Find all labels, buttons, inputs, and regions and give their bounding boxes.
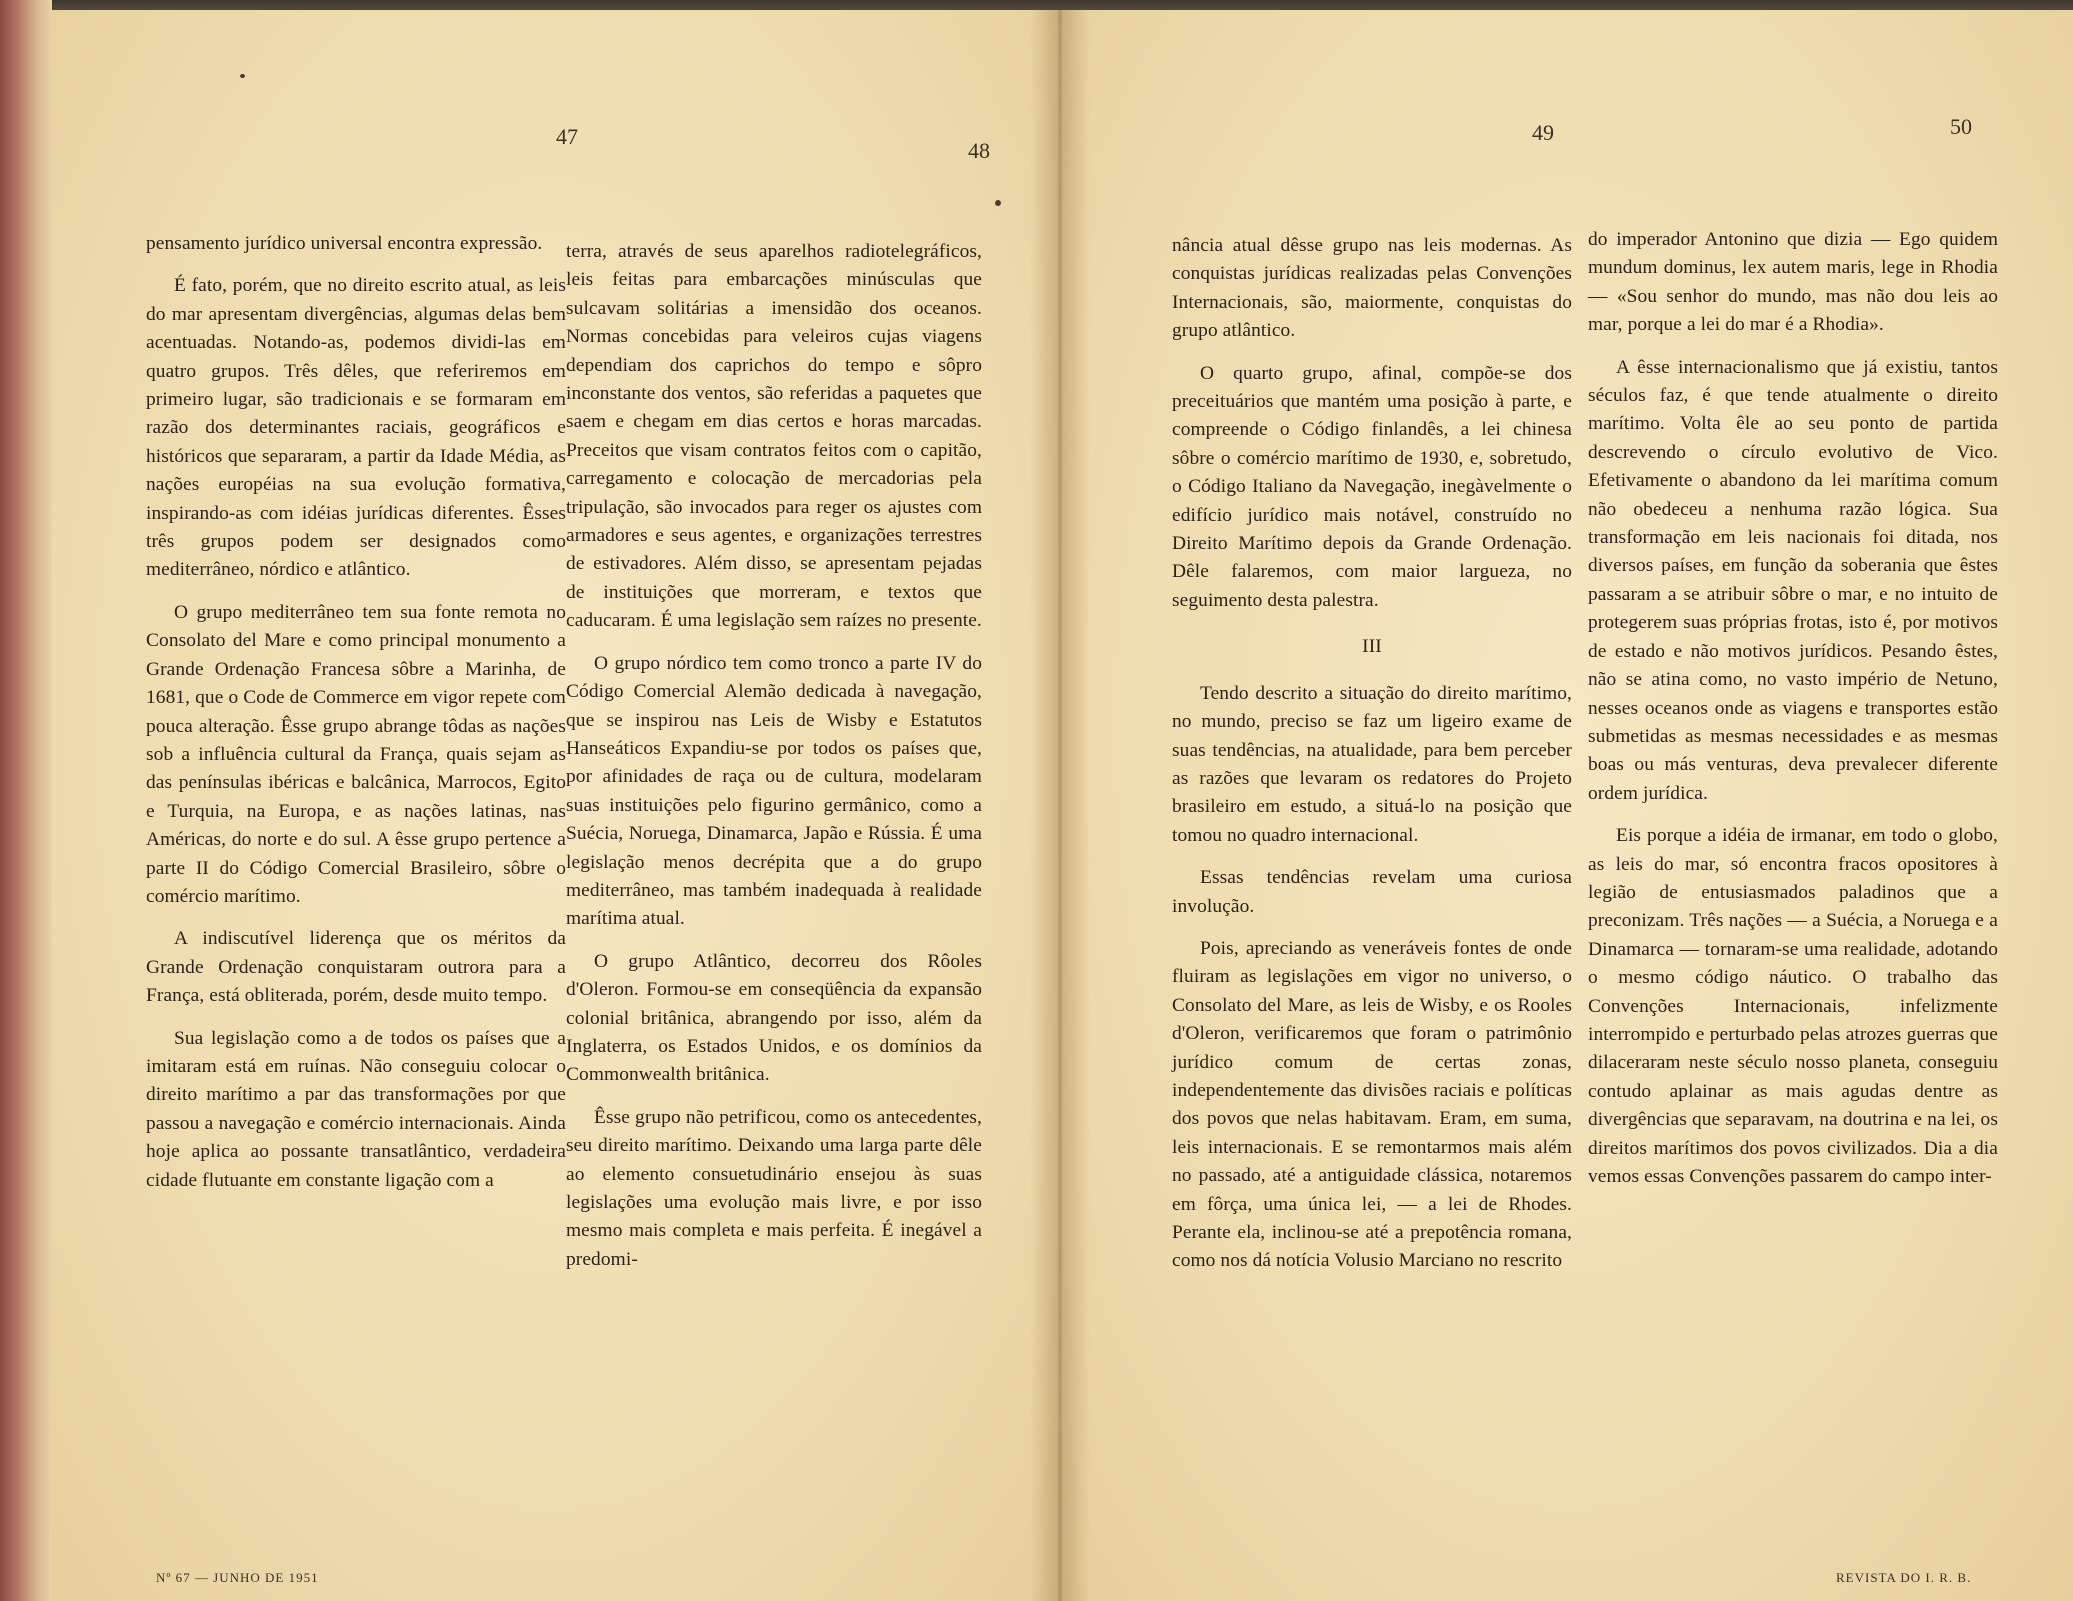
page-number-49: 49 — [1532, 120, 1554, 145]
paragraph: pensamento jurídico universal encontra expressão. — [146, 233, 543, 254]
paragraph: Tendo descrito a situação do direito marítimo, no mundo, preciso se faz um ligeiro exame de suas tendências, na atualidade, para bem perceber as razões que levaram os redatores do Projeto brasileiro em estudo, a situá-lo na posição que tomou no quadro internacional. — [1172, 682, 1572, 846]
paragraph: Pois, apreciando as veneráveis fontes de onde fluiram as legislações em vigor no universo, o Consolato del Mare, as leis de Wisby, e os Rooles d'Oleron, verificaremos que foram o patrimônio jurídico comum de certas zonas, independentemente das divisões raciais e políticas dos povos que nelas habitavam. Eram, em suma, leis internacionais. E se remontarmos mais além no passado, até a antiguidade clássica, notaremos em fôrça, uma única lei, — a lei de Rhodes. Perante ela, inclinou-se até a prepotência romana, como nos dá notícia Volusio Marciano no rescrito — [1172, 937, 1572, 1272]
paragraph: Essas tendências revelam uma curiosa involução. — [1172, 867, 1572, 917]
column-page-47 — [146, 230, 566, 1209]
paragraph: O quarto grupo, afinal, compõe-se dos preceituários que mantém uma posição à parte, e compreende o Código finlandês, a lei chinesa sôbre o comércio marítimo de 1930, e, sobretudo, o Código Italiano da Navegação, inegàvelmente o edifício jurídico mais notável, construído no Direito Marítimo depois da Grande Ordenação. Dêle falaremos, com maior largueza, no seguimento desta palestra. — [1172, 362, 1572, 611]
paragraph: A êsse internacionalismo que já existiu, tantos séculos faz, é que tende atualmente o direito marítimo. Volta êle ao seu ponto de partida descrevendo o círculo evolutivo de Vico. Efetivamente o abandono da lei marítima comum não obedeceu a nenhuma razão lógica. Sua transformação em leis nacionais foi ditada, nos diversos países, em função da soberania que êstes passaram a se atribuir sôbre o mar, e no intuito de protegerem suas próprias frotas, isto é, por motivos de estado e não motivos jurídicos. Pesando êstes, não se atina como, no vasto império de Netuno, nesses oceanos onde as viagens e transportes estão submetidas as mesmas necessidades e as mesmas boas ou más venturas, deva prevalecer diferente ordem jurídica. — [1588, 356, 1998, 804]
column-page-49 — [1172, 232, 1572, 1290]
section-heading: III — [1362, 636, 1382, 658]
speck — [240, 74, 245, 78]
paragraph: O grupo nórdico tem como tronco a parte IV do Código Comercial Alemão dedicada à navegação, que se inspirou nas Leis de Wisby e Estatutos Hanseáticos Expandiu-se por todos os países que, por afinidades de raça ou de cultura, modelaram suas instituições pelo figurino germânico, como a Suécia, Noruega, Dinamarca, Japão e Rússia. É uma legislação menos decrépita que a do grupo mediterrâneo, mas também inadequada à realidade marítima atual. — [566, 652, 982, 930]
paragraph: do imperador Antonino que dizia — Ego quidem mundum dominus, lex autem maris, lege in Rhodia — «Sou senhor do mundo, mas não dou leis ao mar, porque a lei do mar é a Rhodia». — [1588, 229, 1998, 336]
speck — [995, 200, 1001, 206]
page-gutter — [1030, 10, 1090, 1601]
paragraph: A indiscutível liderença que os méritos da Grande Ordenação conquistaram outrora para a França, está obliterada, porém, desde muito tempo. — [146, 928, 566, 1007]
paragraph: O grupo mediterrâneo tem sua fonte remota no Consolato del Mare e como principal monumento a Grande Ordenação Francesa sôbre a Marinha, de 1681, que o Code de Commerce em vigor repete com pouca alteração. Êsse grupo abrange tôdas as nações sob a influência cultural da França, quais sejam as das penínsulas ibéricas e balcânica, Marrocos, Egito e Turquia, na Europa, e as nações latinas, nas Américas, do norte e do sul. A êsse grupo pertence a parte II do Código Comercial Brasileiro, sôbre o comércio marítimo. — [146, 601, 566, 907]
paragraph: Sua legislação como a de todos os países que a imitaram está em ruínas. Não conseguiu colocar o direito marítimo a par das transformações por que passou a navegação e comércio internacionais. Ainda hoje aplica ao possante transatlântico, verdadeira cidade flutuante em constante ligação com a — [146, 1027, 566, 1191]
page-number-47: 47 — [556, 124, 578, 149]
paragraph: O grupo Atlântico, decorreu dos Rôoles d'Oleron. Formou-se em conseqüência da expansão colonial britânica, abrangendo por isso, além da Inglaterra, os Estados Unidos, e os domínios da Commonwealth britânica. — [566, 950, 982, 1086]
paragraph: Êsse grupo não petrificou, como os antecedentes, seu direito marítimo. Deixando uma larga parte dêle ao elemento consuetudinário ensejou às suas legislações uma evolução mais livre, e por isso mesmo mais completa e mais perfeita. É inegável a predomi- — [566, 1106, 982, 1270]
paragraph: É fato, porém, que no direito escrito atual, as leis do mar apresentam divergências, algumas delas bem acentuadas. Notando-as, podemos dividi-las em quatro grupos. Três dêles, que referiremos em primeiro lugar, são tradicionais e se formaram em razão dos determinantes raciais, geográficos e históricos que separaram, a partir da Idade Média, as nações européias na sua evolução formativa, inspirando-as com idéias jurídicas diferentes. Êsses três grupos podem ser designados como mediterrâneo, nórdico e atlântico. — [146, 275, 566, 581]
column-page-50 — [1588, 226, 1998, 1205]
page-number-50: 50 — [1950, 114, 1972, 139]
paragraph: nância atual dêsse grupo nas leis modernas. As conquistas jurídicas realizadas pelas Convenções Internacionais, são, maiormente, conquistas do grupo atlântico. — [1172, 235, 1572, 342]
paragraph: terra, através de seus aparelhos radiotelegráficos, leis feitas para embarcações minúsculas que sulcavam solitárias a imensidão dos oceanos. Normas concebidas para veleiros cujas viagens dependiam dos caprichos do tempo e sôpro inconstante dos ventos, são referidas a paquetes que saem e chegam em dias certos e horas marcadas. Preceitos que visam contratos feitos com o capitão, carregamento e colocação de mercadorias pela tripulação, são invocados para reger os ajustes com armadores e seus agentes, e organizações terrestres de estivadores. Além disso, se apresentam pejadas de instituições que morreram, e textos que caducaram. É uma legislação sem raízes no presente. — [566, 241, 982, 632]
book-edge — [0, 0, 52, 1601]
column-page-48 — [566, 238, 982, 1288]
paragraph: Eis porque a idéia de irmanar, em todo o globo, as leis do mar, só encontra fracos opositores à legião de entusiasmados paladinos que a preconizam. Três nações — a Suécia, a Noruega e a Dinamarca — tornaram-se uma realidade, adotando o mesmo código náutico. O trabalho das Convenções Internacionais, infelizmente interrompido e perturbado pelas atrozes guerras que dilaceraram neste século nosso planeta, conseguiu contudo aplainar as mais agudas dentre as divergências que separavam, na doutrina e na lei, os direitos marítimos dos povos civilizados. Dia a dia vemos essas Convenções passarem do campo inter- — [1588, 825, 1998, 1187]
footer-journal: REVISTA DO I. R. B. — [1836, 1570, 1972, 1585]
footer-issue: Nº 67 — JUNHO DE 1951 — [156, 1570, 319, 1585]
page-number-48: 48 — [968, 138, 990, 163]
